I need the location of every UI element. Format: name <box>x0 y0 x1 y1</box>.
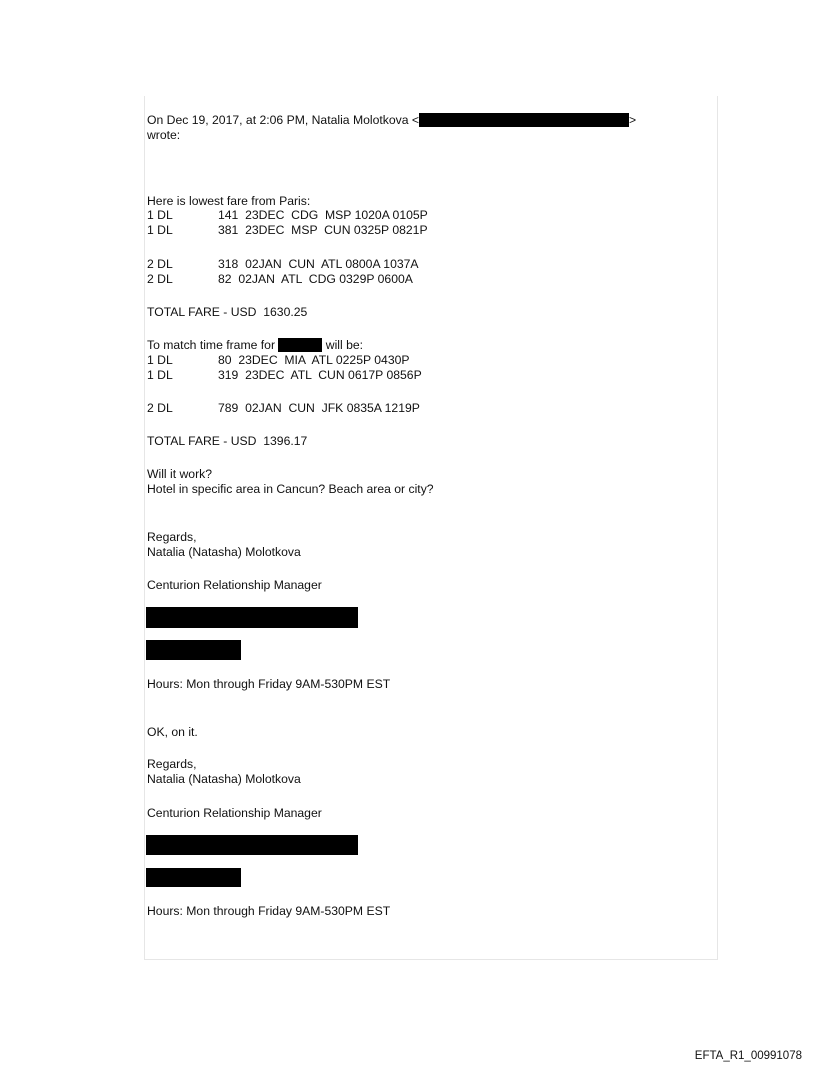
signature-name: Natalia (Natasha) Molotkova <box>147 772 301 786</box>
flight-detail: 381 23DEC MSP CUN 0325P 0821P <box>218 223 428 237</box>
flight-detail: 82 02JAN ATL CDG 0329P 0600A <box>218 272 413 286</box>
redacted-name <box>278 338 322 352</box>
flight-segment: 1 DL <box>147 353 173 367</box>
redacted-contact-block <box>146 640 241 660</box>
match-intro-prefix: To match time frame for <box>147 338 276 352</box>
quote-header-prefix: On Dec 19, 2017, at 2:06 PM, Natalia Molotkova < <box>147 113 419 127</box>
match-intro-line <box>147 338 363 352</box>
signature-title: Centurion Relationship Manager <box>147 806 322 820</box>
bates-number: EFTA_R1_00991078 <box>694 1050 802 1062</box>
question-line: Will it work? <box>147 467 213 481</box>
match-intro-suffix: will be: <box>325 338 364 352</box>
redacted-contact-block <box>146 607 358 628</box>
flight-row <box>147 401 420 415</box>
paris-intro: Here is lowest fare from Paris: <box>147 194 311 208</box>
signature-hours: Hours: Mon through Friday 9AM-530PM EST <box>147 904 391 918</box>
signature-regards: Regards, <box>147 757 197 771</box>
flight-detail: 80 23DEC MIA ATL 0225P 0430P <box>218 353 410 367</box>
match-total-fare: TOTAL FARE - USD 1396.17 <box>147 434 308 448</box>
flight-row <box>147 208 428 222</box>
flight-row <box>147 257 419 271</box>
signature-title: Centurion Relationship Manager <box>147 578 322 592</box>
flight-segment: 1 DL <box>147 368 173 382</box>
flight-segment: 1 DL <box>147 208 173 222</box>
quote-header-line <box>147 113 636 127</box>
redacted-contact-block <box>146 868 241 887</box>
reply-text: OK, on it. <box>147 725 198 739</box>
flight-detail: 789 02JAN CUN JFK 0835A 1219P <box>218 401 420 415</box>
quote-header-wrote: wrote: <box>147 128 181 142</box>
flight-segment: 2 DL <box>147 272 173 286</box>
redacted-email-address <box>419 113 629 127</box>
flight-row <box>147 368 422 382</box>
question-line: Hotel in specific area in Cancun? Beach area or city? <box>147 482 434 496</box>
redacted-contact-block <box>146 835 358 855</box>
flight-segment: 2 DL <box>147 257 173 271</box>
paris-total-fare: TOTAL FARE - USD 1630.25 <box>147 305 308 319</box>
signature-regards: Regards, <box>147 530 197 544</box>
flight-row <box>147 223 428 237</box>
flight-detail: 141 23DEC CDG MSP 1020A 0105P <box>218 208 428 222</box>
flight-row <box>147 353 410 367</box>
signature-hours: Hours: Mon through Friday 9AM-530PM EST <box>147 677 391 691</box>
flight-detail: 318 02JAN CUN ATL 0800A 1037A <box>218 257 419 271</box>
quote-header-suffix: > <box>629 113 637 127</box>
flight-segment: 2 DL <box>147 401 173 415</box>
flight-detail: 319 23DEC ATL CUN 0617P 0856P <box>218 368 422 382</box>
flight-segment: 1 DL <box>147 223 173 237</box>
signature-name: Natalia (Natasha) Molotkova <box>147 545 301 559</box>
flight-row <box>147 272 413 286</box>
